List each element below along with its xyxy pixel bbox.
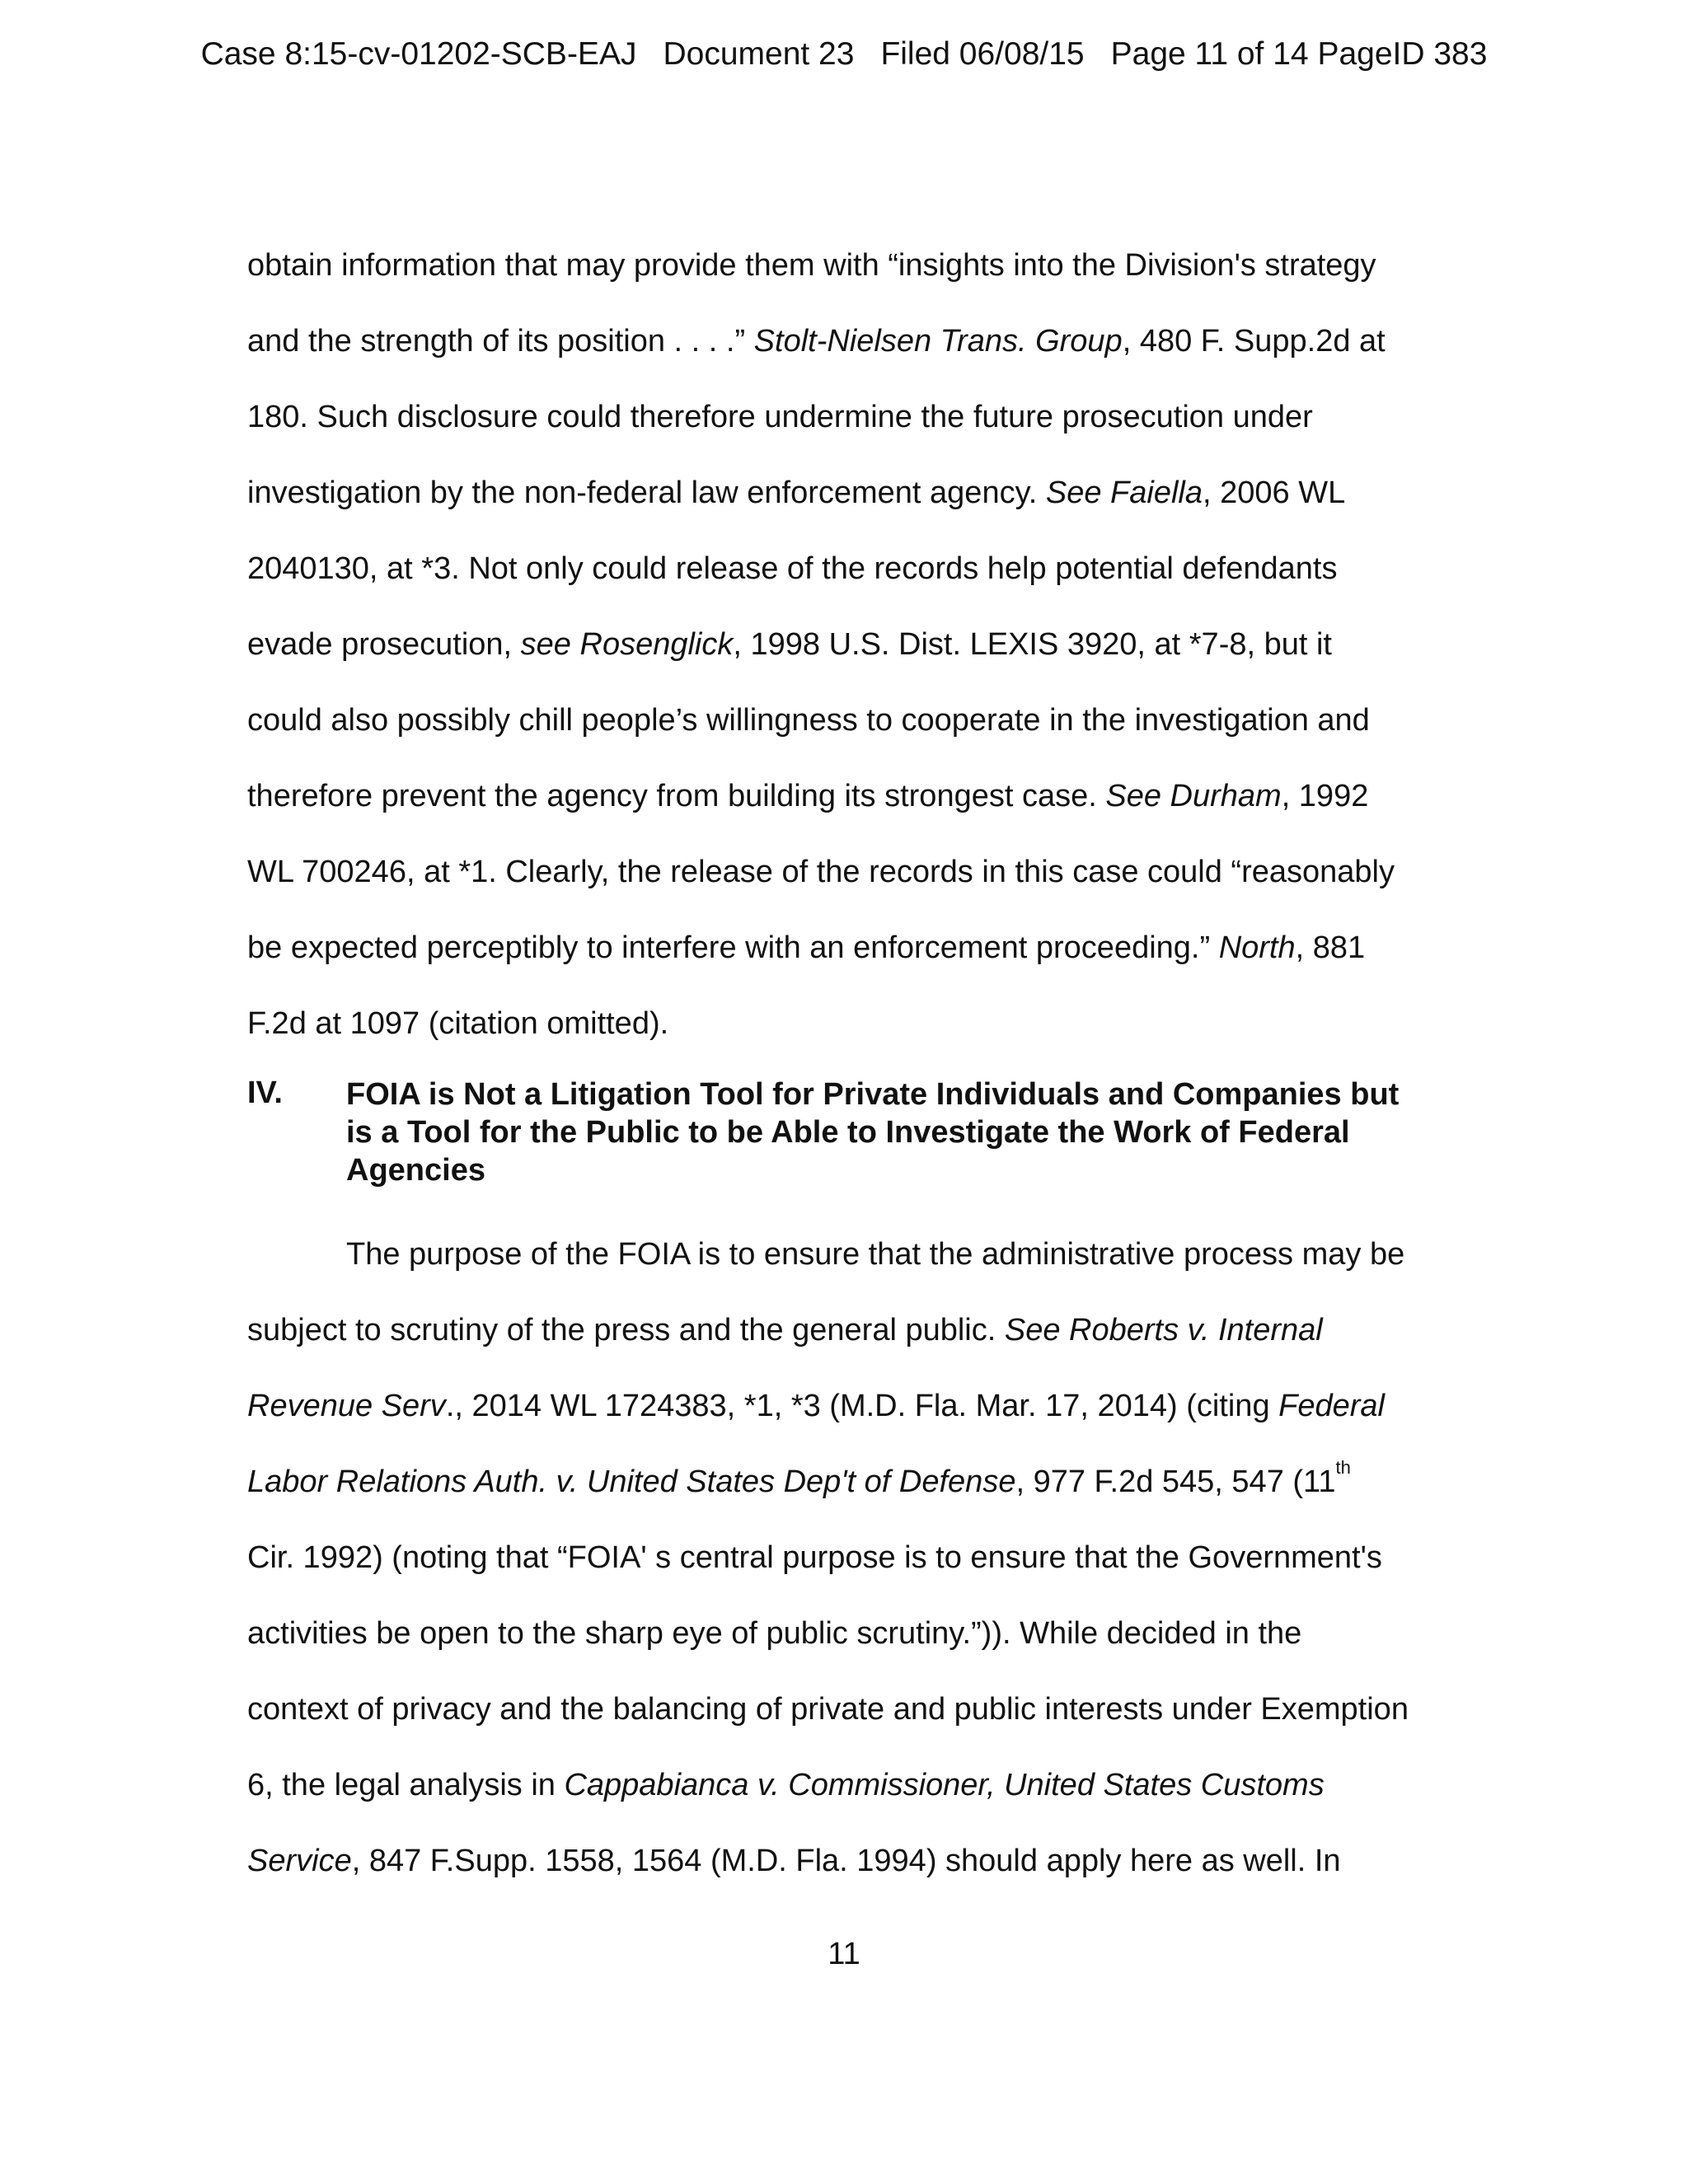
case-citation: Stolt-Nielsen Trans. Group <box>753 324 1123 359</box>
case-citation: See Roberts v. Internal <box>1004 1313 1323 1347</box>
page-id: Page 11 of 14 PageID 383 <box>1110 36 1488 72</box>
text-line: The purpose of the FOIA is to ensure that the administrative process may be <box>346 1237 1405 1272</box>
case-citation: Cappabianca v. Commissioner, United States Customs <box>564 1768 1325 1802</box>
document-number: Document 23 <box>663 36 855 72</box>
case-number: Case 8:15-cv-01202-SCB-EAJ <box>200 36 637 72</box>
text-line: context of privacy and the balancing of private and public interests under Exemption <box>247 1692 1409 1727</box>
text-line: 180. Such disclosure could therefore undermine the future prosecution under <box>247 400 1313 434</box>
text-line: WL 700246, at *1. Clearly, the release of the records in this case could “reasonably <box>247 855 1395 889</box>
text-line: 6, the legal analysis in Cappabianca v. Commissioner, United States Customs <box>247 1768 1325 1802</box>
paragraph-exemption-7a <box>247 227 1484 1062</box>
text-line: Labor Relations Auth. v. United States Dep't of Defense, 977 F.2d 545, 547 (11th <box>247 1457 1351 1499</box>
ordinal-superscript: th <box>1335 1457 1351 1478</box>
text-line: evade prosecution, see Rosenglick, 1998 U.S. Dist. LEXIS 3920, at *7-8, but it <box>247 627 1332 662</box>
text-line: Revenue Serv., 2014 WL 1724383, *1, *3 (M.D. Fla. Mar. 17, 2014) (citing Federal <box>247 1389 1385 1423</box>
text-line: Service, 847 F.Supp. 1558, 1564 (M.D. Fla. 1994) should apply here as well. In <box>247 1844 1341 1878</box>
text-line: and the strength of its position . . . .” Stolt-Nielsen Trans. Group, 480 F. Supp.2d at <box>247 324 1386 359</box>
filed-date: Filed 06/08/15 <box>880 36 1085 72</box>
case-header <box>0 36 1688 73</box>
text-line: investigation by the non-federal law enforcement agency. See Faiella, 2006 WL <box>247 476 1346 510</box>
text-line: be expected perceptibly to interfere with an enforcement proceeding.” North, 881 <box>247 930 1366 965</box>
text-line: subject to scrutiny of the press and the general public. See Roberts v. Internal <box>247 1313 1323 1347</box>
case-citation: Service <box>247 1844 352 1878</box>
text-line: F.2d at 1097 (citation omitted). <box>247 1006 669 1041</box>
text-line: therefore prevent the agency from building its strongest case. See Durham, 1992 <box>247 779 1369 813</box>
paragraph-foia-purpose <box>247 1216 1484 1899</box>
case-citation: Revenue Serv <box>247 1389 446 1423</box>
text-line: obtain information that may provide them with “insights into the Division's strategy <box>247 248 1376 283</box>
section-title: FOIA is Not a Litigation Tool for Private Individuals and Companies but is a Tool for the Public to be Able to Investigate the Work of Federal Agencies <box>346 1077 1400 1188</box>
section-number: IV. <box>247 1076 283 1110</box>
case-citation: North <box>1218 930 1296 965</box>
page-number: 11 <box>828 1937 860 1971</box>
case-citation: Federal <box>1278 1389 1385 1423</box>
text-line: could also possibly chill people’s willingness to cooperate in the investigation and <box>247 703 1370 738</box>
text-line: activities be open to the sharp eye of public scrutiny.”)). While decided in the <box>247 1616 1302 1651</box>
case-citation: See Faiella <box>1045 476 1203 510</box>
case-citation: See Durham <box>1105 779 1282 813</box>
case-citation: see Rosenglick <box>520 627 734 662</box>
text-line: 2040130, at *3. Not only could release of the records help potential defendants <box>247 551 1338 586</box>
case-citation: Labor Relations Auth. v. United States Dep't of Defense <box>247 1465 1016 1499</box>
text-line: Cir. 1992) (noting that “FOIA' s central purpose is to ensure that the Government's <box>247 1540 1382 1575</box>
